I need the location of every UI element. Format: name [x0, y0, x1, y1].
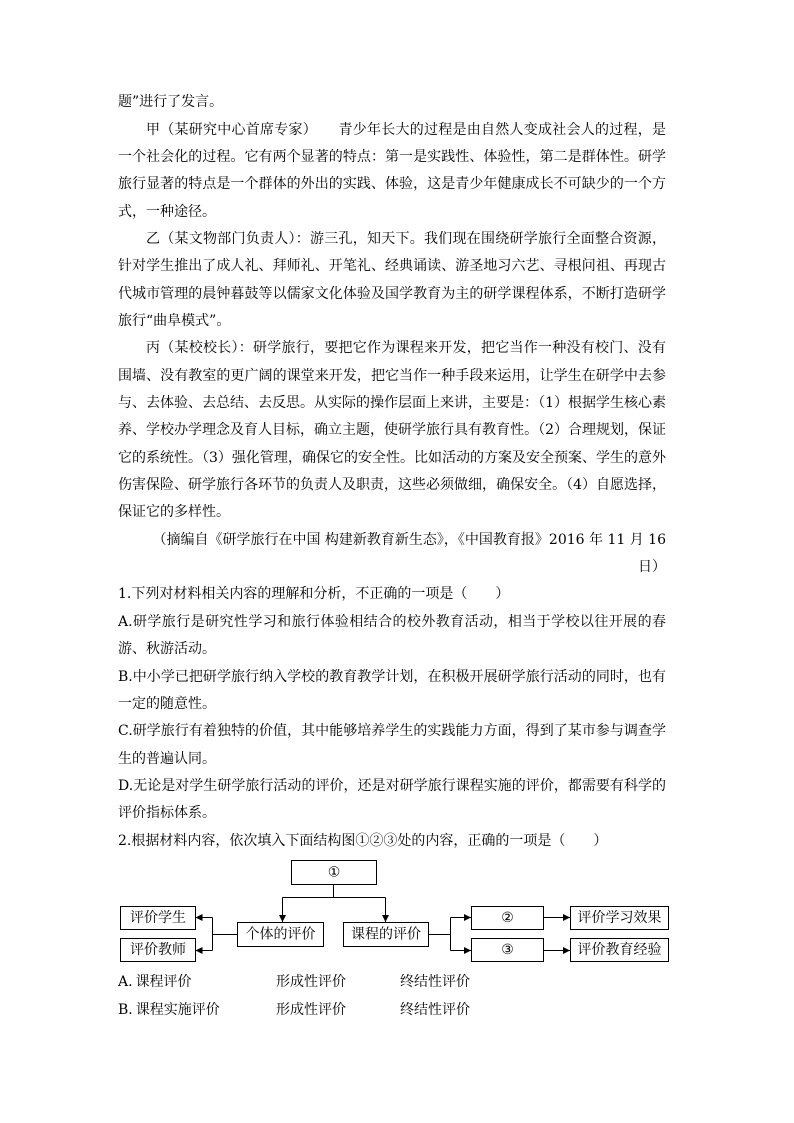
paragraph-line: 式，一种途径。 [118, 203, 216, 220]
root-label: ① [327, 864, 341, 881]
paragraph-line: 一个社会化的过程。它有两个显著的特点：第一是实践性、体验性，第二是群体性。研学 [118, 148, 666, 165]
question-2-option-b [118, 996, 666, 1024]
evaluate-teachers-label: 评价教师 [130, 942, 186, 958]
question-1-option-c [118, 718, 666, 773]
question-1-option-a [118, 609, 666, 664]
paragraph-line: 乙（某文物部门负责人）：游三孔，知天下。我们现在围绕研学旅行全面整合资源， [146, 231, 666, 248]
speaker-jia-paragraph [118, 117, 666, 226]
speaker-yi-paragraph [118, 226, 666, 335]
option-line: 一定的随意性。 [118, 695, 216, 712]
evaluate-teaching-experience-label: 评价教育经验 [577, 942, 662, 958]
option-item: 终结性评价 [400, 1002, 470, 1018]
source-citation [118, 527, 666, 582]
option-letter: A. [118, 974, 133, 990]
paragraph-line: 养、学校办学理念及育人目标，确立主题，使研学旅行具有教育性。（2）合理规划，保证 [118, 422, 666, 439]
paragraph-line: 代城市管理的晨钟暮鼓等以儒家文化体验及国学教育为主的研学课程体系，不断打造研学 [118, 285, 666, 302]
evaluation-structure-diagram [0, 850, 794, 975]
paragraph-line: 伤害保险、研学旅行各环节的负责人及职责，这些必须做细，确保安全。（4）自愿选择， [118, 477, 666, 494]
paragraph-line: 它的系统性。（3）强化管理，确保它的安全性。比如活动的方案及安全预案、学生的意外 [118, 449, 666, 466]
option-line: B.中小学已把研学旅行纳入学校的教育教学计划，在积极开展研学旅行活动的同时，也有 [118, 668, 666, 685]
paragraph-line: 针对学生推出了成人礼、拜师礼、开笔礼、经典诵读、游圣地习六艺、寻根问祖、再现古 [118, 258, 666, 275]
option-line: 游、秋游活动。 [118, 641, 216, 658]
option-item: 课程实施评价 [135, 1002, 220, 1018]
course-evaluation-label: 课程的评价 [351, 926, 421, 943]
paragraph-line: 甲（某研究中心首席专家） 青少年长大的过程是由自然人变成社会人的过程，是 [146, 121, 666, 138]
question-1-option-b [118, 664, 666, 719]
paragraph-line: 丙（某校校长）：研学旅行，要把它作为课程来开发，把它当作一种没有校门、没有 [146, 340, 666, 357]
citation-line: （摘编自《研学旅行在中国 构建新教育新生态》，《中国教育报》2016 年 11 月 16 [152, 531, 666, 548]
paragraph-line: 与、去体验、去总结、去反思。从实际的操作层面上来讲，主要是：（1）根据学生核心素 [118, 395, 666, 412]
speaker-bing-paragraph [118, 335, 666, 526]
option-line: 生的普遍认同。 [118, 750, 216, 767]
blank-2-label: ② [501, 910, 514, 926]
reading-passage-and-questions [118, 89, 666, 855]
paragraph-line: 旅行显著的特点是一个群体的外出的实践、体验，这是青少年健康成长不可缺少的一个方 [118, 176, 666, 193]
paragraph-line: 保证它的多样性。 [118, 504, 230, 521]
option-item: 形成性评价 [276, 974, 346, 990]
option-item: 终结性评价 [400, 974, 470, 990]
option-line: D.无论是对学生研学旅行活动的评价，还是对研学旅行课程实施的评价，都需要有科学的 [118, 777, 666, 794]
question-1-option-d [118, 773, 666, 828]
option-first-item [118, 968, 192, 996]
evaluate-learning-effect-label: 评价学习效果 [577, 910, 662, 926]
option-line: A.研学旅行是研究性学习和旅行体验相结合的校外教育活动，相当于学校以往开展的春 [118, 613, 666, 630]
individual-evaluation-label: 个体的评价 [245, 926, 316, 943]
option-item: 形成性评价 [276, 1002, 346, 1018]
evaluate-students-label: 评价学生 [130, 910, 186, 926]
option-item: 课程评价 [135, 974, 192, 990]
option-line: 评价指标体系。 [118, 805, 216, 822]
paragraph-line: 旅行“曲阜模式”。 [118, 313, 231, 330]
question-2-stem: 2.根据材料内容，依次填入下面结构图①②③处的内容，正确的一项是（ ） [118, 832, 608, 849]
paragraph-line: 围墙、没有教室的更广阔的课堂来开发，把它当作一种手段来运用，让学生在研学中去参 [118, 367, 666, 384]
question-2-option-a [118, 968, 666, 996]
option-letter: B. [118, 1002, 133, 1018]
option-first-item [118, 996, 220, 1024]
passage-continuation-line: 题”进行了发言。 [118, 94, 224, 111]
blank-3-label: ③ [501, 942, 514, 958]
option-line: C.研学旅行有着独特的价值，其中能够培养学生的实践能力方面，得到了某市参与调查学 [118, 723, 666, 740]
question-1-stem: 1.下列对材料相关内容的理解和分析，不正确的一项是（ ） [118, 586, 510, 603]
citation-line: 日） [638, 559, 666, 576]
